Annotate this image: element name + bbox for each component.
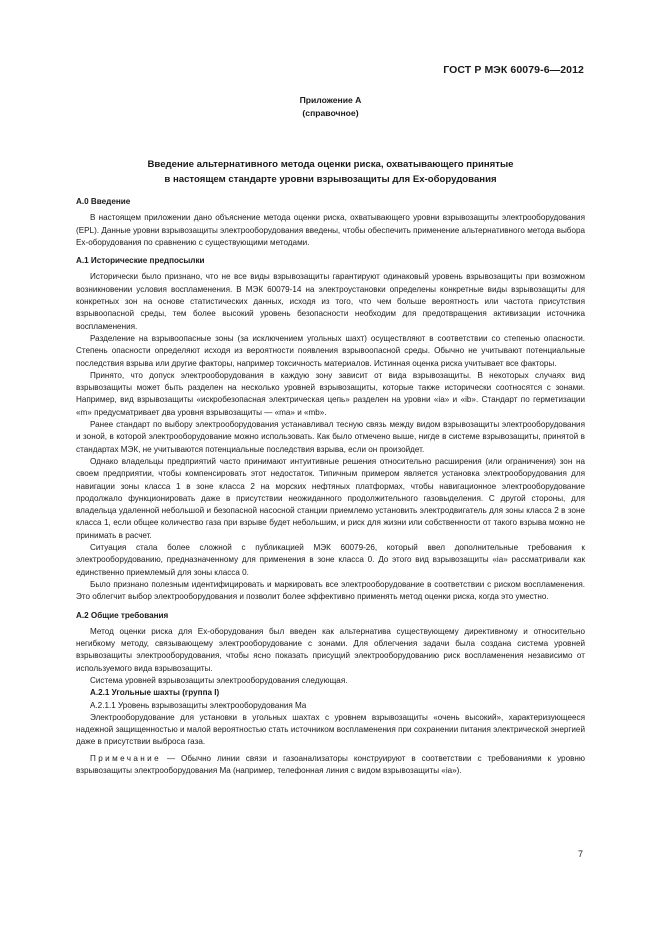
paragraph: Метод оценки риска для Ex-оборудования был введен как альтернатива существующему директивному и относительно негибкому методу, связывающему электрооборудование с зонами. Для облегчения задачи была создана система уровней взрывозащиты электрооборудования, чтобы ясно показать присущий электрооборудованию риск воспламенения независимо от используемого вида взрывозащиты. <box>76 626 585 673</box>
paragraph: Система уровней взрывозащиты электрооборудования следующая. <box>90 675 348 685</box>
paragraph: В настоящем приложении дано объяснение метода оценки риска, охватывающего уровни взрывозащиты электрооборудования (EPL). Данные уровни взрывозащиты электрооборудования введены, чтобы обеспечить применение альтернативного метода выбора Ex-оборудования по сравнению с существующими методами. <box>76 213 585 247</box>
paragraph: Электрооборудование для установки в угольных шахтах с уровнем взрывозащиты «очень высокий», характеризующееся надежной защищенностью и малой вероятностью стать источником воспламенения при сохранении питания электрической энергией даже в присутствии выброса газа. <box>76 712 585 747</box>
section-heading-a1: А.1 Исторические предпосылки <box>76 256 205 266</box>
subsubsection-heading-a211: А.2.1.1 Уровень взрывозащиты электрооборудования Ma <box>90 700 307 710</box>
document-body <box>76 196 585 777</box>
annex-heading <box>80 157 581 187</box>
note-text: — Обычно линии связи и газоанализаторы конструируют в соответствии с требованиями к уровню взрывозащиты электрооборудования Ma (например, телефонная линия с видом взрывозащиты «ia»). <box>76 753 585 776</box>
paragraph: Было признано полезным идентифицировать и маркировать все электрооборудование в соответствии с риском воспламенения. Это облегчит выбор электрооборудования и позволит более эффективно применять метод оценки риска, когда это уместно. <box>76 579 585 602</box>
note-label: Примечание <box>90 753 162 763</box>
paragraph: Ранее стандарт по выбору электрооборудования устанавливал тесную связь между видом взрывозащиты электрооборудования и зоной, в которой электрооборудование можно использовать. Как было отмечено выше, нигде в системе взрывозащиты, принятой в стандартах МЭК, не учитываются потенциальные последствия взрыва, если он произойдет. <box>76 420 585 454</box>
annex-heading-line1: Введение альтернативного метода оценки риска, охватывающего принятые <box>147 159 514 170</box>
annex-heading-line2: в настоящем стандарте уровни взрывозащиты для Ex-оборудования <box>164 174 497 185</box>
paragraph: Однако владельцы предприятий часто принимают интуитивные решения относительно расширения (или ограничения) зон на своем предприятии, чтобы компенсировать этот недостаток. Типичным примером является установка электрооборудования для навигации зоны класса 1 в зоне класса 2 на морских нефтяных платформах, чтобы навигационное электрооборудование продолжало функционировать даже в присутствии неожиданного продолжительного газовыделения. С другой стороны, для владельца удаленной небольшой и безопасной насосной станции приемлемо установить электродвигатель для зоны класса 2 в зоне класса 1, если общее количество газа при взрыве будет небольшим, и риск для жизни или собственности от такого взрыва можно не принимать в расчет. <box>76 456 585 540</box>
subsection-heading-a21: А.2.1 Угольные шахты (группа I) <box>90 688 220 698</box>
note <box>76 753 585 778</box>
annex-type: (справочное) <box>302 108 359 118</box>
page-number: 7 <box>577 849 583 859</box>
section-heading-a2: А.2 Общие требования <box>76 610 169 620</box>
document-header: ГОСТ Р МЭК 60079-6—2012 <box>443 64 584 76</box>
annex-title: Приложение А <box>299 95 362 105</box>
annex-label <box>0 94 661 120</box>
paragraph: Принято, что допуск электрооборудования в каждую зону зависит от вида взрывозащиты. В некоторых случаях вид взрывозащиты может быть разделен на несколько уровней взрывозащиты, которые также исторически соотносятся с зонами. Например, вид взрывозащиты «искробезопасная электрическая цепь» разделен на уровни «ia» и «ib». Стандарт по герметизации «m» предусматривает два уровня взрывозащиты — «ma» и «mb». <box>76 370 585 417</box>
paragraph: Ситуация стала более сложной с публикацией МЭК 60079-26, который ввел дополнительные требования к электрооборудованию, предназначенному для применения в зоне класса 0. До этого вид взрывозащиты «ia» рассматривали как единственно приемлемый для зоны класса 0. <box>76 543 585 577</box>
section-heading-a0: А.0 Введение <box>76 197 131 206</box>
paragraph: Разделение на взрывоопасные зоны (за исключением угольных шахт) осуществляют в соответствии со степенью опасности. Степень опасности определяют исходя из вероятности появления взрывоопасной среды. Обычно не учитывают потенциальные последствия взрыва или другие факторы, например токсичность материалов. Истинная оценка риска учитывает все факторы. <box>76 333 585 368</box>
paragraph: Исторически было признано, что не все виды взрывозащиты гарантируют одинаковый уровень взрывозащиты при возможном возникновении условия воспламенения. В МЭК 60079-14 на электроустановки определены конкретные виды взрывозащиты для конкретных зон на основе статистических данных, исходя из того, что чем больше вероятность или частота присутствия взрывоопасной среды, тем более высокий уровень безопасности необходим для предотвращения активизации источника воспламенения. <box>76 272 585 331</box>
